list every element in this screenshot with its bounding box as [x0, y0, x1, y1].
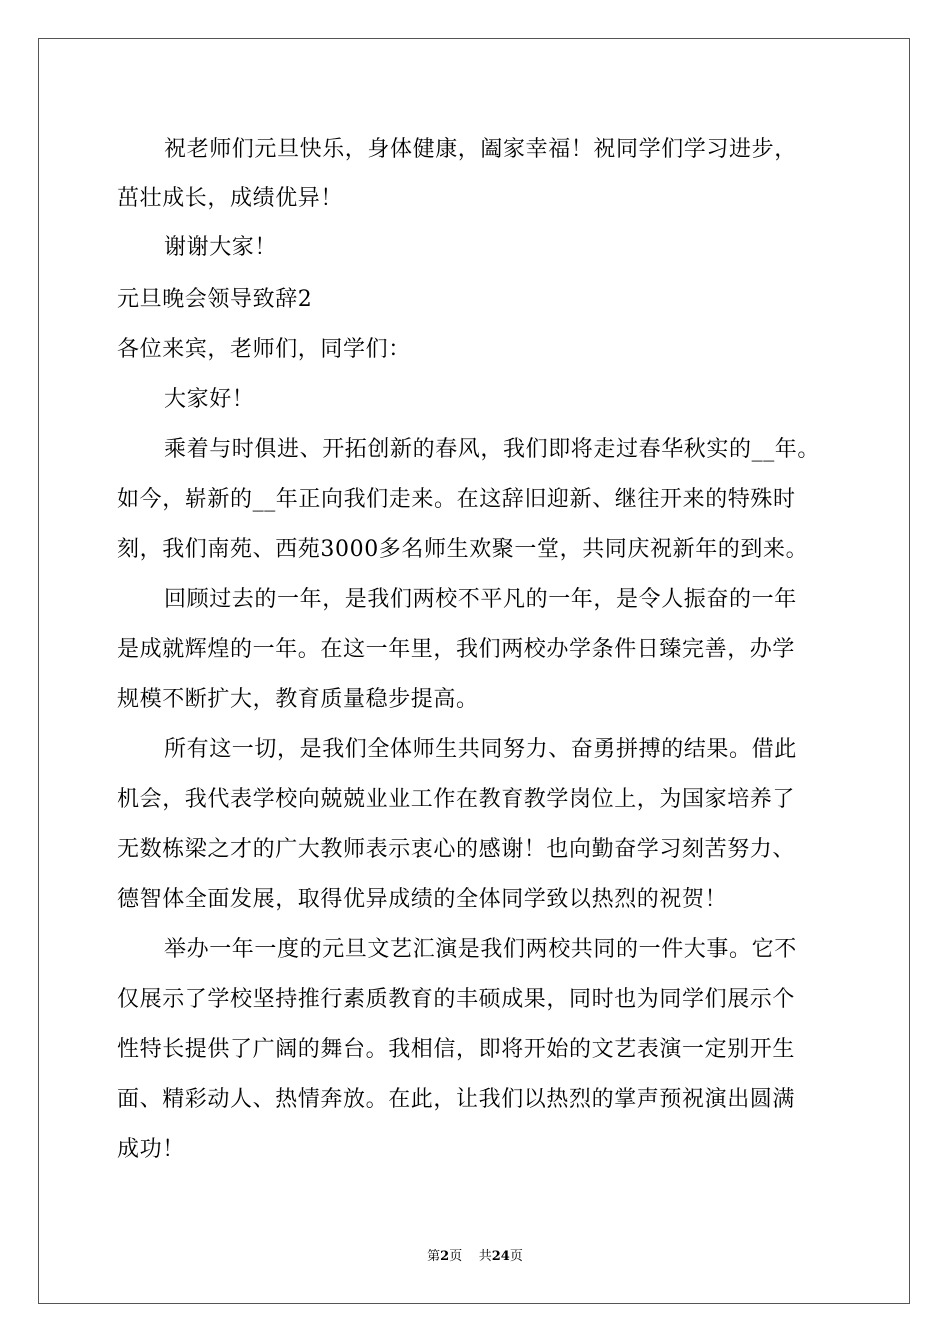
body-line: 成功！: [117, 1137, 185, 1162]
body-line: 面、精彩动人、热情奔放。在此，让我们以热烈的掌声预祝演出圆满: [117, 1087, 796, 1112]
page-border: [38, 38, 910, 1304]
section-heading: 元旦晚会领导致辞2: [117, 287, 313, 312]
body-line: 无数栋梁之才的广大教师表示衷心的感谢！也向勤奋学习刻苦努力、: [117, 837, 796, 862]
total-suffix: 页: [509, 1249, 523, 1264]
body-line: 谢谢大家！: [164, 235, 278, 260]
body-line: 是成就辉煌的一年。在这一年里，我们两校办学条件日臻完善，办学: [117, 637, 796, 662]
body-line: 德智体全面发展，取得优异成绩的全体同学致以热烈的祝贺！: [117, 887, 728, 912]
body-line: 刻，我们南苑、西苑3000多名师生欢聚一堂，共同庆祝新年的到来。: [117, 537, 809, 562]
body-line: 所有这一切，是我们全体师生共同努力、奋勇拼搏的结果。借此: [164, 737, 797, 762]
body-line: 性特长提供了广阔的舞台。我相信，即将开始的文艺表演一定别开生: [117, 1037, 796, 1062]
body-line: 仅展示了学校坚持推行素质教育的丰硕成果，同时也为同学们展示个: [117, 987, 796, 1012]
body-line: 规模不断扩大，教育质量稳步提高。: [117, 687, 479, 712]
body-line: 茁壮成长，成绩优异！: [117, 186, 344, 211]
page-suffix: 页: [449, 1249, 463, 1264]
total-prefix: 共: [478, 1249, 492, 1264]
page-footer: [0, 1248, 950, 1266]
body-line: 回顾过去的一年，是我们两校不平凡的一年，是令人振奋的一年: [164, 587, 797, 612]
salutation: 各位来宾，老师们，同学们：: [117, 337, 411, 362]
body-line: 乘着与时俱进、开拓创新的春风，我们即将走过春华秋实的__年。: [164, 437, 821, 462]
page-number: 2: [440, 1249, 450, 1264]
body-line: 祝老师们元旦快乐，身体健康，阖家幸福！祝同学们学习进步，: [164, 137, 797, 162]
page-prefix: 第: [427, 1249, 441, 1264]
total-pages: 24: [491, 1249, 510, 1264]
body-line: 机会，我代表学校向兢兢业业工作在教育教学岗位上，为国家培养了: [117, 787, 796, 812]
greeting: 大家好！: [164, 387, 255, 412]
body-line: 如今，崭新的__年正向我们走来。在这辞旧迎新、继往开来的特殊时: [117, 487, 796, 512]
body-line: 举办一年一度的元旦文艺汇演是我们两校共同的一件大事。它不: [164, 937, 797, 962]
